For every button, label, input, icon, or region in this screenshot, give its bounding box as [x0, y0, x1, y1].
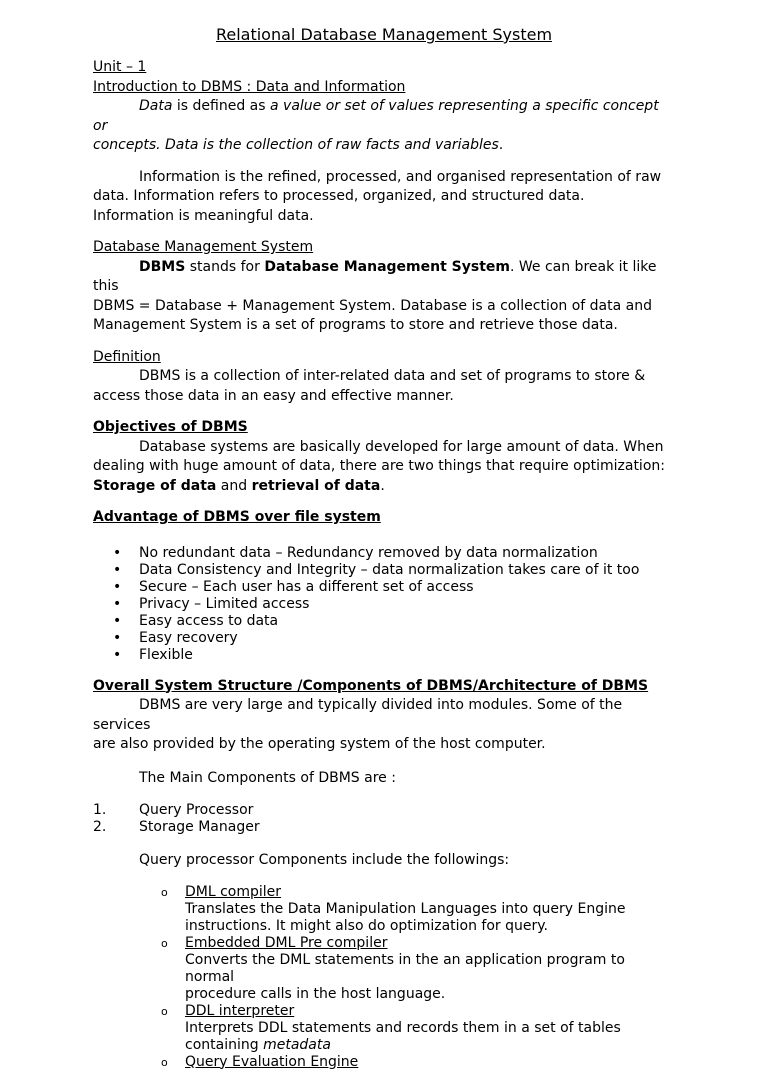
qp-components-list: [93, 884, 675, 1071]
objectives-end: .: [380, 477, 385, 494]
data-italic-1: a value or set of values representing a specific concept or: [93, 98, 659, 134]
list-item: 2. Storage Manager: [93, 819, 260, 835]
list-item: • Secure – Each user has a different set of access: [113, 578, 474, 595]
data-definition-line-1: [93, 97, 675, 136]
dbms-line-1: [93, 258, 675, 297]
definition-heading: Definition: [93, 348, 161, 365]
objectives-heading: Objectives of DBMS: [93, 419, 248, 435]
bullet-icon: •: [113, 544, 122, 561]
dbms-line-2: DBMS = Database + Management System. Database is a collection of data and: [93, 297, 652, 314]
info-line-3: Information is meaningful data.: [93, 207, 314, 224]
list-item: • No redundant data – Redundancy removed by data normalization: [113, 544, 598, 561]
qp-intro-line: Query processor Components include the followings:: [139, 852, 510, 868]
info-line-1: Information is the refined, processed, and organised representation of raw: [139, 168, 662, 185]
component-name: DDL interpreter: [185, 1002, 295, 1019]
structure-line-1: DBMS are very large and typically divided into modules. Some of the services: [93, 697, 623, 733]
circle-bullet-icon: o: [161, 1055, 168, 1069]
dbms-text-1: stands for: [185, 258, 265, 275]
data-definition-line-2: [93, 136, 675, 156]
bullet-icon: •: [113, 578, 122, 595]
list-item: o DML compiler Translates the Data Manipulation Languages into query Engine instructions. It might also do optimization for query.: [161, 883, 626, 934]
main-components-line: The Main Components of DBMS are :: [139, 769, 396, 786]
list-number: 2.: [93, 819, 107, 835]
circle-bullet-icon: o: [161, 936, 168, 950]
circle-bullet-icon: o: [161, 885, 168, 899]
list-item: • Privacy – Limited access: [113, 595, 310, 612]
list-item: • Easy recovery: [113, 629, 238, 646]
objectives-and: and: [216, 477, 252, 494]
dbms-bold-1: DBMS: [139, 258, 186, 275]
bullet-icon: •: [113, 646, 122, 663]
bullet-icon: •: [113, 612, 122, 629]
definition-line-2: access those data in an easy and effective manner.: [93, 387, 454, 404]
list-item: o Embedded DML Pre compiler Converts the DML statements in the an application program to normal procedure calls in the host language.: [161, 934, 625, 1002]
data-word: Data: [139, 98, 173, 114]
component-name: Query Evaluation Engine: [185, 1053, 359, 1070]
definition-line-1: DBMS is a collection of inter-related data and set of programs to store &: [139, 368, 646, 384]
component-name: Embedded DML Pre compiler: [185, 934, 388, 951]
storage-bold: Storage of data: [93, 477, 217, 494]
objectives-line-1: Database systems are basically developed for large amount of data. When: [139, 438, 664, 455]
data-italic-2: concepts. Data is the collection of raw facts and variables: [93, 137, 499, 153]
component-name: DML compiler: [185, 883, 282, 900]
document-page: [93, 24, 675, 1071]
structure-heading: Overall System Structure /Components of DBMS/Architecture of DBMS: [93, 677, 649, 694]
dbms-heading: Database Management System: [93, 239, 314, 255]
list-item: 1. Query Processor: [93, 802, 254, 818]
dbms-line-3: Management System is a set of programs to store and retrieve those data.: [93, 317, 618, 333]
list-item: • Flexible: [113, 646, 193, 663]
objectives-line-2: dealing with huge amount of data, there are two things that require optimization:: [93, 458, 665, 474]
dbms-text-2: . We can break it like this: [93, 258, 657, 294]
unit-label: Unit – 1: [93, 59, 147, 75]
dbms-bold-2: Database Management System: [264, 258, 510, 275]
intro-heading: Introduction to DBMS : Data and Information: [93, 78, 406, 95]
bullet-icon: •: [113, 595, 122, 612]
circle-bullet-icon: o: [161, 1004, 168, 1018]
info-line-2: data. Information refers to processed, organized, and structured data.: [93, 188, 585, 204]
objectives-line-3: [93, 477, 675, 497]
retrieval-bold: retrieval of data: [251, 477, 381, 494]
list-item: • Data Consistency and Integrity – data normalization takes care of it too: [113, 561, 640, 578]
list-item: • Easy access to data: [113, 612, 279, 629]
advantages-list: [93, 545, 675, 664]
main-components-list: [93, 802, 675, 836]
structure-line-2: are also provided by the operating system of the host computer.: [93, 736, 546, 752]
bullet-icon: •: [113, 561, 122, 578]
advantages-heading: Advantage of DBMS over file system: [93, 509, 381, 525]
list-item: o DDL interpreter Interprets DDL statements and records them in a set of tables containing metadata: [161, 1002, 621, 1053]
list-number: 1.: [93, 802, 107, 818]
list-item: [93, 1054, 675, 1071]
data-end: .: [498, 137, 504, 153]
data-mid: is defined as: [172, 98, 270, 114]
document-title: Relational Database Management System: [215, 25, 553, 44]
bullet-icon: •: [113, 629, 122, 646]
